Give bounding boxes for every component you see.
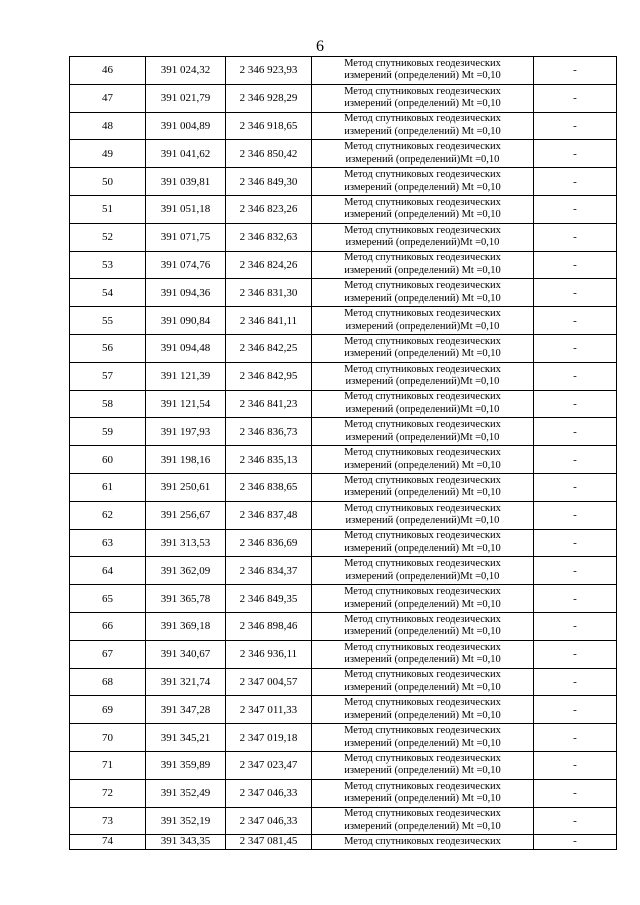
y-coordinate-cell: 2 346 936,11 (226, 640, 312, 668)
x-coordinate-cell: 391 365,78 (146, 585, 226, 613)
y-coordinate-cell: 2 346 842,25 (226, 334, 312, 362)
point-number-cell: 59 (70, 418, 146, 446)
y-coordinate-cell: 2 346 849,35 (226, 585, 312, 613)
description-cell: - (534, 696, 617, 724)
x-coordinate-cell: 391 024,32 (146, 57, 226, 85)
method-cell (312, 835, 534, 850)
description-cell: - (534, 501, 617, 529)
point-number-cell: 66 (70, 612, 146, 640)
description-cell: - (534, 724, 617, 752)
method-line-2: измерений (определений) Mt =0,10 (344, 264, 501, 276)
method-cell (312, 168, 534, 196)
table-row (70, 473, 617, 501)
method-line-2: измерений (определений) Mt =0,10 (344, 209, 501, 221)
x-coordinate-cell: 391 094,36 (146, 279, 226, 307)
point-number-cell: 51 (70, 195, 146, 223)
table-row (70, 696, 617, 724)
description-cell: - (534, 195, 617, 223)
description-cell: - (534, 779, 617, 807)
table-row (70, 585, 617, 613)
point-number-cell: 60 (70, 446, 146, 474)
x-coordinate-cell: 391 121,39 (146, 362, 226, 390)
y-coordinate-cell: 2 347 046,33 (226, 779, 312, 807)
y-coordinate-cell: 2 347 046,33 (226, 807, 312, 835)
table-row (70, 501, 617, 529)
description-cell: - (534, 446, 617, 474)
point-number-cell: 58 (70, 390, 146, 418)
method-line-1: Метод спутниковых геодезических (344, 57, 501, 69)
coordinates-table-body (70, 57, 617, 850)
method-cell (312, 279, 534, 307)
method-line-1: Метод спутниковых геодезических (344, 85, 501, 97)
table-row (70, 529, 617, 557)
method-line-2: измерений (определений) Mt =0,10 (344, 125, 501, 137)
method-cell (312, 696, 534, 724)
y-coordinate-cell: 2 347 081,45 (226, 835, 312, 850)
y-coordinate-cell: 2 346 898,46 (226, 612, 312, 640)
description-cell: - (534, 140, 617, 168)
y-coordinate-cell: 2 346 836,69 (226, 529, 312, 557)
method-cell (312, 390, 534, 418)
table-row (70, 140, 617, 168)
point-number-cell: 53 (70, 251, 146, 279)
description-cell: - (534, 279, 617, 307)
method-line-1: Метод спутниковых геодезических (344, 419, 501, 431)
method-cell (312, 362, 534, 390)
method-line-1: Метод спутниковых геодезических (344, 447, 501, 459)
description-cell: - (534, 334, 617, 362)
y-coordinate-cell: 2 347 019,18 (226, 724, 312, 752)
method-cell (312, 446, 534, 474)
description-cell: - (534, 529, 617, 557)
y-coordinate-cell: 2 346 832,63 (226, 223, 312, 251)
table-row (70, 223, 617, 251)
coordinates-table (69, 56, 617, 850)
y-coordinate-cell: 2 346 928,29 (226, 84, 312, 112)
method-line-2: измерений (определений)Mt =0,10 (345, 515, 500, 527)
method-cell (312, 529, 534, 557)
method-line-1: Метод спутниковых геодезических (344, 252, 501, 264)
method-cell (312, 57, 534, 85)
method-line-2: измерений (определений) Mt =0,10 (344, 793, 501, 805)
table-row (70, 612, 617, 640)
method-line-2: измерений (определений)Mt =0,10 (345, 570, 500, 582)
y-coordinate-cell: 2 346 835,13 (226, 446, 312, 474)
method-line-2: измерений (определений) Mt =0,10 (344, 487, 501, 499)
description-cell: - (534, 57, 617, 85)
point-number-cell: 50 (70, 168, 146, 196)
method-cell (312, 112, 534, 140)
method-line-2: измерений (определений) Mt =0,10 (344, 737, 501, 749)
table-row (70, 57, 617, 85)
table-row (70, 251, 617, 279)
description-cell: - (534, 251, 617, 279)
x-coordinate-cell: 391 021,79 (146, 84, 226, 112)
method-line-2: измерений (определений) Mt =0,10 (344, 542, 501, 554)
point-number-cell: 65 (70, 585, 146, 613)
method-cell (312, 557, 534, 585)
table-row (70, 362, 617, 390)
table-row (70, 418, 617, 446)
point-number-cell: 49 (70, 140, 146, 168)
x-coordinate-cell: 391 347,28 (146, 696, 226, 724)
method-cell (312, 334, 534, 362)
method-cell (312, 140, 534, 168)
y-coordinate-cell: 2 346 834,37 (226, 557, 312, 585)
description-cell: - (534, 612, 617, 640)
method-line-2: измерений (определений) Mt =0,10 (344, 292, 501, 304)
table-row (70, 390, 617, 418)
y-coordinate-cell: 2 347 023,47 (226, 751, 312, 779)
y-coordinate-cell: 2 346 842,95 (226, 362, 312, 390)
table-row (70, 807, 617, 835)
x-coordinate-cell: 391 041,62 (146, 140, 226, 168)
method-line-1: Метод спутниковых геодезических (344, 558, 501, 570)
y-coordinate-cell: 2 346 918,65 (226, 112, 312, 140)
x-coordinate-cell: 391 352,19 (146, 807, 226, 835)
table-row (70, 751, 617, 779)
point-number-cell: 54 (70, 279, 146, 307)
y-coordinate-cell: 2 347 004,57 (226, 668, 312, 696)
table-row (70, 779, 617, 807)
point-number-cell: 68 (70, 668, 146, 696)
description-cell: - (534, 668, 617, 696)
method-line-1: Метод спутниковых геодезических (344, 335, 501, 347)
method-cell (312, 724, 534, 752)
method-cell (312, 418, 534, 446)
y-coordinate-cell: 2 346 841,11 (226, 307, 312, 335)
x-coordinate-cell: 391 352,49 (146, 779, 226, 807)
table-row (70, 195, 617, 223)
method-line-1: Метод спутниковых геодезических (344, 641, 501, 653)
description-cell: - (534, 473, 617, 501)
table-row (70, 279, 617, 307)
method-line-1: Метод спутниковых геодезических (344, 780, 501, 792)
point-number-cell: 61 (70, 473, 146, 501)
description-cell: - (534, 307, 617, 335)
method-cell (312, 807, 534, 835)
y-coordinate-cell: 2 346 824,26 (226, 251, 312, 279)
method-cell (312, 779, 534, 807)
table-row (70, 334, 617, 362)
point-number-cell: 70 (70, 724, 146, 752)
point-number-cell: 64 (70, 557, 146, 585)
method-cell (312, 84, 534, 112)
point-number-cell: 71 (70, 751, 146, 779)
y-coordinate-cell: 2 346 850,42 (226, 140, 312, 168)
method-line-1: Метод спутниковых геодезических (344, 308, 501, 320)
method-line-2: измерений (определений) Mt =0,10 (344, 709, 501, 721)
x-coordinate-cell: 391 090,84 (146, 307, 226, 335)
method-line-1: Метод спутниковых геодезических (344, 113, 501, 125)
method-line-1: Метод спутниковых геодезических (344, 752, 501, 764)
description-cell: - (534, 751, 617, 779)
point-number-cell: 47 (70, 84, 146, 112)
point-number-cell: 62 (70, 501, 146, 529)
point-number-cell: 56 (70, 334, 146, 362)
method-cell (312, 668, 534, 696)
table-row (70, 307, 617, 335)
method-line-2: измерений (определений) Mt =0,10 (344, 98, 501, 110)
x-coordinate-cell: 391 313,53 (146, 529, 226, 557)
method-line-2: измерений (определений)Mt =0,10 (345, 376, 500, 388)
x-coordinate-cell: 391 004,89 (146, 112, 226, 140)
method-line-2: измерений (определений) Mt =0,10 (344, 626, 501, 638)
method-cell (312, 751, 534, 779)
table-row (70, 668, 617, 696)
x-coordinate-cell: 391 359,89 (146, 751, 226, 779)
table-row (70, 835, 617, 850)
x-coordinate-cell: 391 340,67 (146, 640, 226, 668)
method-line-1: Метод спутниковых геодезических (344, 280, 501, 292)
method-line-2: измерений (определений) Mt =0,10 (344, 598, 501, 610)
y-coordinate-cell: 2 346 923,93 (226, 57, 312, 85)
x-coordinate-cell: 391 321,74 (146, 668, 226, 696)
point-number-cell: 57 (70, 362, 146, 390)
method-line-1: Метод спутниковых геодезических (344, 196, 501, 208)
point-number-cell: 52 (70, 223, 146, 251)
method-line-2: измерений (определений)Mt =0,10 (345, 153, 500, 165)
table-row (70, 446, 617, 474)
method-line-2: измерений (определений) Mt =0,10 (344, 820, 501, 832)
method-line-1: Метод спутниковых геодезических (344, 586, 501, 598)
method-line-1: Метод спутниковых геодезических (344, 725, 501, 737)
x-coordinate-cell: 391 369,18 (146, 612, 226, 640)
description-cell: - (534, 168, 617, 196)
y-coordinate-cell: 2 346 836,73 (226, 418, 312, 446)
point-number-cell: 69 (70, 696, 146, 724)
x-coordinate-cell: 391 071,75 (146, 223, 226, 251)
point-number-cell: 48 (70, 112, 146, 140)
page-number: 6 (316, 38, 324, 55)
method-line-2: измерений (определений) Mt =0,10 (344, 70, 501, 82)
method-line-1: Метод спутниковых геодезических (344, 391, 501, 403)
description-cell: - (534, 835, 617, 850)
method-line-1: Метод спутниковых геодезических (344, 836, 501, 848)
method-line-2: измерений (определений)Mt =0,10 (345, 403, 500, 415)
method-cell (312, 473, 534, 501)
table-row (70, 112, 617, 140)
method-cell (312, 251, 534, 279)
method-line-2: измерений (определений) Mt =0,10 (344, 459, 501, 471)
point-number-cell: 73 (70, 807, 146, 835)
method-cell (312, 307, 534, 335)
x-coordinate-cell: 391 362,09 (146, 557, 226, 585)
y-coordinate-cell: 2 346 831,30 (226, 279, 312, 307)
table-row (70, 557, 617, 585)
point-number-cell: 72 (70, 779, 146, 807)
method-line-2: измерений (определений) Mt =0,10 (344, 765, 501, 777)
y-coordinate-cell: 2 347 011,33 (226, 696, 312, 724)
description-cell: - (534, 585, 617, 613)
table-row (70, 168, 617, 196)
method-line-1: Метод спутниковых геодезических (344, 697, 501, 709)
x-coordinate-cell: 391 094,48 (146, 334, 226, 362)
method-line-1: Метод спутниковых геодезических (344, 169, 501, 181)
x-coordinate-cell: 391 197,93 (146, 418, 226, 446)
description-cell: - (534, 418, 617, 446)
x-coordinate-cell: 391 074,76 (146, 251, 226, 279)
table-row (70, 84, 617, 112)
x-coordinate-cell: 391 256,67 (146, 501, 226, 529)
description-cell: - (534, 640, 617, 668)
method-cell (312, 195, 534, 223)
method-cell (312, 612, 534, 640)
method-line-2: измерений (определений) Mt =0,10 (344, 654, 501, 666)
method-line-1: Метод спутниковых геодезических (344, 502, 501, 514)
method-line-2: измерений (определений) Mt =0,10 (344, 348, 501, 360)
y-coordinate-cell: 2 346 849,30 (226, 168, 312, 196)
point-number-cell: 74 (70, 835, 146, 850)
description-cell: - (534, 223, 617, 251)
method-line-2: измерений (определений)Mt =0,10 (345, 320, 500, 332)
y-coordinate-cell: 2 346 838,65 (226, 473, 312, 501)
description-cell: - (534, 112, 617, 140)
method-cell (312, 501, 534, 529)
y-coordinate-cell: 2 346 823,26 (226, 195, 312, 223)
x-coordinate-cell: 391 039,81 (146, 168, 226, 196)
method-cell (312, 223, 534, 251)
y-coordinate-cell: 2 346 841,23 (226, 390, 312, 418)
method-line-2: измерений (определений)Mt =0,10 (345, 237, 500, 249)
x-coordinate-cell: 391 121,54 (146, 390, 226, 418)
method-line-1: Метод спутниковых геодезических (344, 224, 501, 236)
method-line-1: Метод спутниковых геодезических (344, 141, 501, 153)
method-line-2: измерений (определений) Mt =0,10 (344, 181, 501, 193)
point-number-cell: 46 (70, 57, 146, 85)
description-cell: - (534, 557, 617, 585)
table-row (70, 724, 617, 752)
description-cell: - (534, 84, 617, 112)
x-coordinate-cell: 391 343,35 (146, 835, 226, 850)
method-line-1: Метод спутниковых геодезических (344, 363, 501, 375)
y-coordinate-cell: 2 346 837,48 (226, 501, 312, 529)
description-cell: - (534, 807, 617, 835)
x-coordinate-cell: 391 198,16 (146, 446, 226, 474)
x-coordinate-cell: 391 051,18 (146, 195, 226, 223)
description-cell: - (534, 362, 617, 390)
method-cell (312, 640, 534, 668)
x-coordinate-cell: 391 250,61 (146, 473, 226, 501)
method-line-2: измерений (определений) Mt =0,10 (344, 681, 501, 693)
method-line-1: Метод спутниковых геодезических (344, 530, 501, 542)
method-cell (312, 585, 534, 613)
method-line-1: Метод спутниковых геодезических (344, 669, 501, 681)
method-line-1: Метод спутниковых геодезических (344, 613, 501, 625)
point-number-cell: 63 (70, 529, 146, 557)
method-line-1: Метод спутниковых геодезических (344, 474, 501, 486)
description-cell: - (534, 390, 617, 418)
method-line-2: измерений (определений)Mt =0,10 (345, 431, 500, 443)
table-row (70, 640, 617, 668)
x-coordinate-cell: 391 345,21 (146, 724, 226, 752)
method-line-1: Метод спутниковых геодезических (344, 808, 501, 820)
point-number-cell: 55 (70, 307, 146, 335)
point-number-cell: 67 (70, 640, 146, 668)
